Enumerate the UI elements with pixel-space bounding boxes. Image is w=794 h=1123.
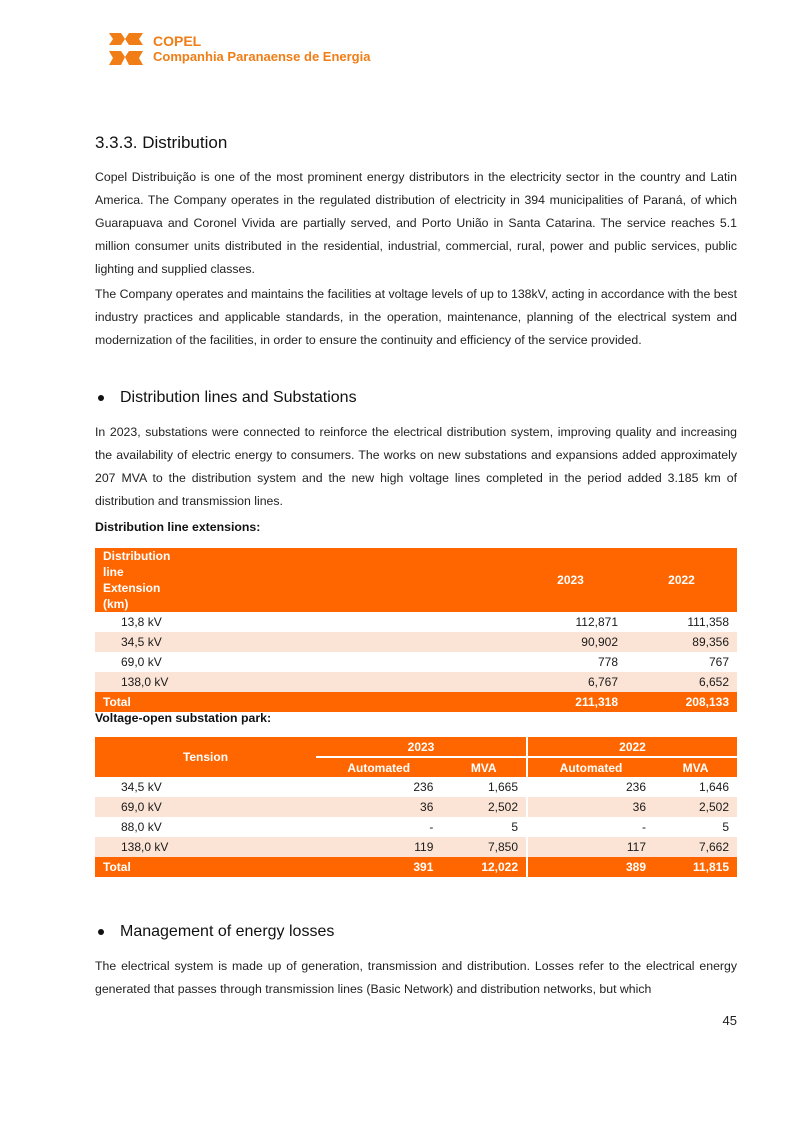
table-row: 88,0 kV - 5 - 5 [95, 817, 737, 837]
table-row: 34,5 kV 90,902 89,356 [95, 632, 737, 652]
header-label: Distribution line Extension (km) [103, 549, 171, 611]
intro-paragraph: Copel Distribuição is one of the most prominent energy distributors in the electricity sector in the country and Latin America. The Company operates in the regulated distribution of electricity in 394 municipalities of Paraná, of which Guarapuava and Coronel Vivida are partially served, and Porto União in Santa Catarina. The service reaches 5.1 million consumer units distributed in the residential, industrial, commercial, rural, power and public services, public lighting and supplied classes. [95, 170, 737, 276]
header-2022: 2022 [527, 737, 737, 757]
table-row: 69,0 kV 36 2,502 36 2,502 [95, 797, 737, 817]
substations-paragraph: In 2023, substations were connected to reinforce the electrical distribution system, improving quality and increasing the availability of electric energy to consumers. The works on new substations and expansions added approximately 207 MVA to the distribution system and the new high voltage lines completed in the period added 3.185 km of distribution and transmission lines. [95, 425, 737, 508]
total-row: Total 391 12,022 389 11,815 [95, 857, 737, 877]
header-automated-2022: Automated [527, 757, 654, 777]
header-2023: 2023 [316, 737, 527, 757]
heading-text: Distribution lines and Substations [120, 389, 357, 406]
losses-paragraph: The electrical system is made up of generation, transmission and distribution. Losses refer to the electrical energy generated that passes through transmission lines (Basic Network) and distribution networks, but which [95, 959, 737, 996]
heading-text: Management of energy losses [120, 923, 335, 940]
table2-caption: Voltage-open substation park: [95, 711, 272, 725]
total-row: Total 211,318 208,133 [95, 692, 737, 712]
header-automated-2023: Automated [347, 760, 411, 775]
bullet-icon [98, 395, 104, 401]
header-mva-2022: MVA [682, 760, 709, 775]
company-short-name: COPEL [153, 33, 202, 49]
table1-caption: Distribution line extensions: [95, 520, 261, 534]
header-tension: Tension [182, 750, 229, 764]
substation-park-table [95, 737, 737, 877]
table-row: 13,8 kV 112,871 111,358 [121, 615, 729, 629]
table-row: 138,0 kV 6,767 6,652 [95, 672, 737, 692]
distribution-lines-heading [95, 389, 357, 407]
company-logo [107, 31, 370, 67]
energy-losses-heading [95, 923, 334, 941]
copel-logo-icon [107, 31, 145, 67]
distribution-line-extensions-table [95, 548, 737, 712]
table-row: 34,5 kV 236 1,665 236 1,646 [95, 777, 737, 797]
page-number: 45 [722, 1013, 737, 1028]
section-title: 3.3.3. Distribution [95, 133, 228, 152]
bullet-icon [98, 929, 104, 935]
table-row: 138,0 kV 119 7,850 117 7,662 [95, 837, 737, 857]
header-2023: 2023 [557, 573, 584, 587]
company-full-name: Companhia Paranaense de Energia [153, 49, 371, 64]
table-row: 69,0 kV 778 767 [121, 655, 729, 669]
header-mva-2023: MVA [470, 760, 497, 775]
header-2022: 2022 [668, 573, 695, 587]
facilities-paragraph: The Company operates and maintains the facilities at voltage levels of up to 138kV, acting in accordance with the best industry practices and applicable standards, in the operation, maintenance, planning of the electrical system and modernization of the facilities, in order to ensure the continuity and efficiency of the service provided. [95, 287, 737, 347]
